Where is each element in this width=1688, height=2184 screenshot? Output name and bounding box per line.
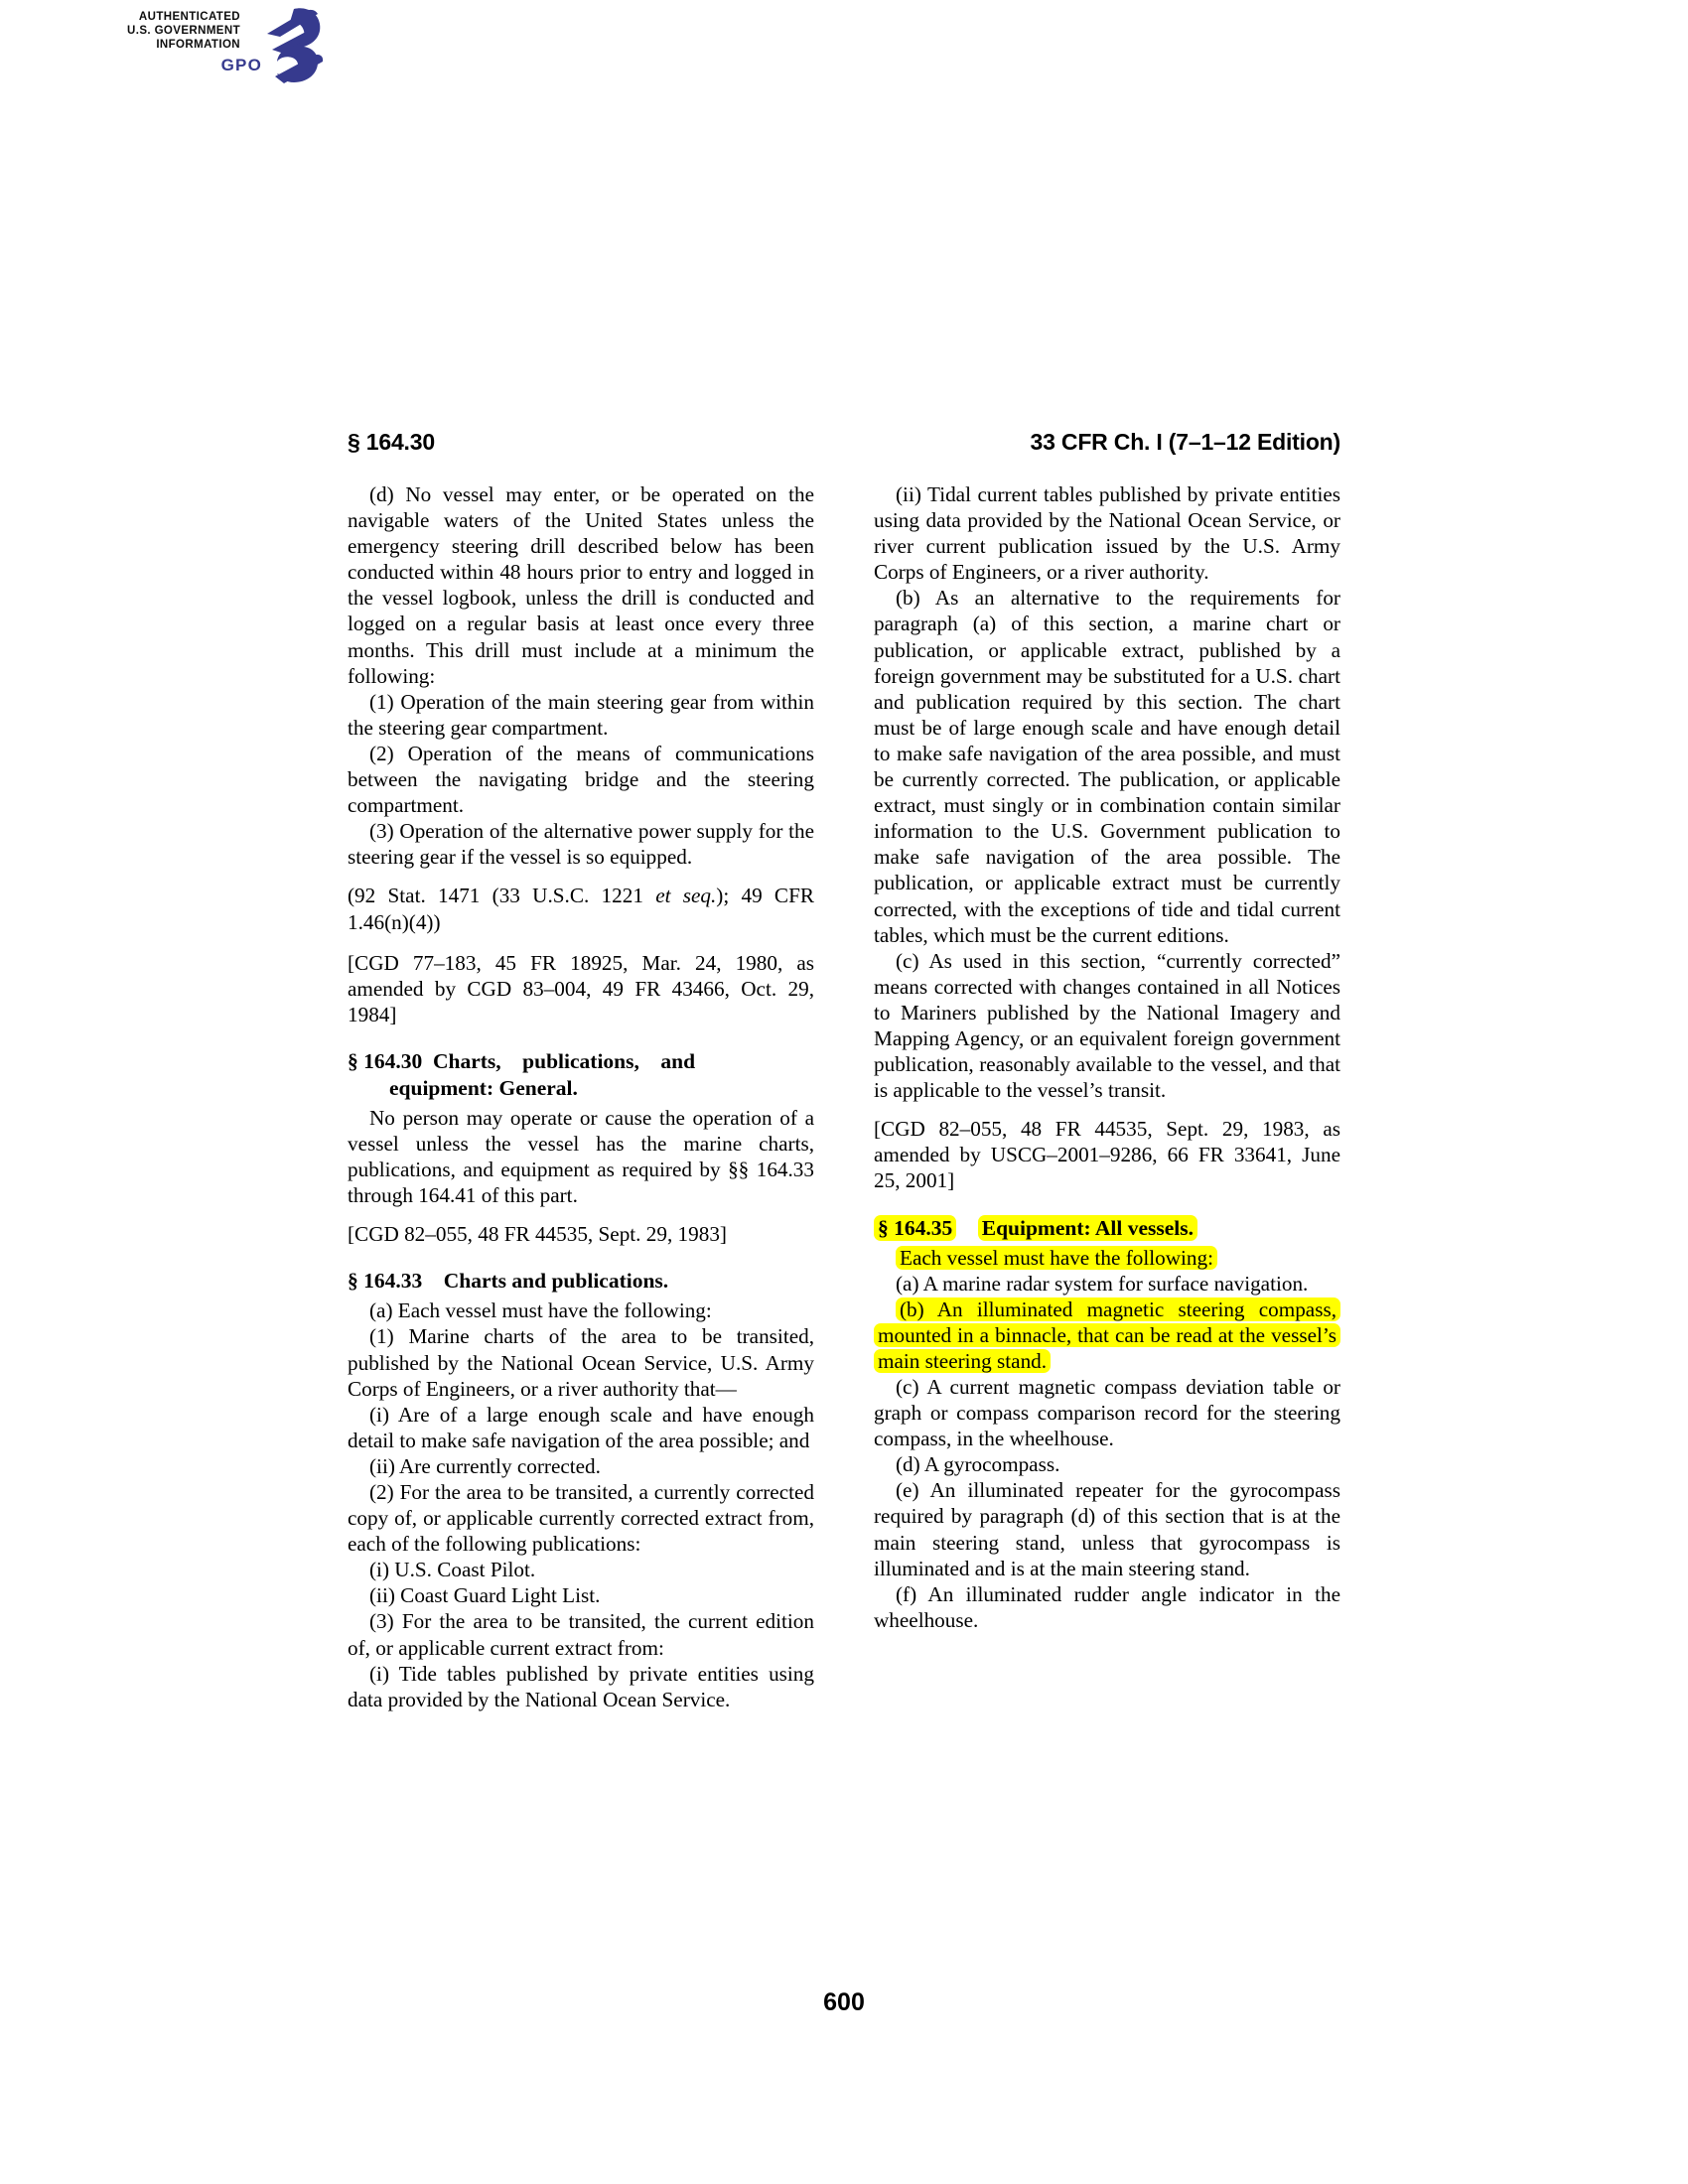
header-publication-title: 33 CFR Ch. I (7–1–12 Edition) <box>1030 429 1340 455</box>
paragraph-a-1-i: (i) Are of a large enough scale and have enough detail to make safe navigation of the area possible; and <box>348 1402 814 1452</box>
section-number-164-35: § 164.35 <box>874 1215 956 1241</box>
statutory-authority-citation <box>348 870 814 936</box>
citation-part-b: ); 49 CFR 1.46(n)(4)) <box>348 884 814 934</box>
gpo-authentication-logo <box>83 4 322 85</box>
citation-part-a: (92 Stat. 1471 (33 U.S.C. 1221 <box>348 884 656 908</box>
paragraph-164-30-body: No person may operate or cause the operation of a vessel unless the vessel has the marine charts, publications, and equipment as required by §§ 164.33 through 164.41 of this part. <box>348 1105 814 1208</box>
paragraph-a-1: (1) Marine charts of the area to be transited, published by the National Ocean Service, U.S. Army Corps of Engineers, or a river authority that— <box>348 1324 814 1401</box>
paragraph-e-c: (c) A current magnetic compass deviation table or graph or compass comparison record for the steering compass, in the wheelhouse. <box>874 1375 1340 1451</box>
section-number-164-33: § 164.33 <box>348 1269 423 1294</box>
paragraph-a-1-ii: (ii) Are currently corrected. <box>369 1453 601 1478</box>
highlighted-paragraph-b-text: (b) An illuminated magnetic steering compass, mounted in a binnacle, that can be read at the vessel’s main steering stand. <box>874 1297 1340 1373</box>
paragraph-d-2: (2) Operation of the means of communications between the navigating bridge and the steering compartment. <box>348 741 814 818</box>
paragraph-a-2-i: (i) U.S. Coast Pilot. <box>369 1558 536 1582</box>
section-title-164-30-line1: Charts, publications, and <box>433 1048 696 1073</box>
section-number-164-30: § 164.30 <box>348 1048 423 1073</box>
gpo-logo-text <box>83 10 240 52</box>
paragraph-c: (c) As used in this section, “currently corrected” means corrected with changes contained in all Notices to Mariners published by the National Imagery and Mapping Agency, or an equivalent foreign government publication, reasonably available to the vessel, and that is applicable to the vessel’s transit. <box>874 948 1340 1103</box>
paragraph-e-a: (a) A marine radar system for surface navigation. <box>896 1271 1309 1296</box>
highlighted-intro-text: Each vessel must have the following: <box>896 1246 1217 1270</box>
right-column <box>874 481 1340 1633</box>
eagle-icon <box>234 4 324 85</box>
paragraph-e-b <box>874 1297 1340 1374</box>
citation-et-seq: et seq. <box>655 884 717 908</box>
source-citation-cgd-82-055: [CGD 82–055, 48 FR 44535, Sept. 29, 1983] <box>348 1222 727 1247</box>
gpo-logo-line-1: AUTHENTICATED <box>138 11 240 23</box>
paragraph-d-3: (3) Operation of the alternative power supply for the steering gear if the vessel is so equipped. <box>348 819 814 870</box>
section-title-164-35: Equipment: All vessels. <box>978 1215 1197 1241</box>
gpo-logo-wordmark: GPO <box>220 56 262 74</box>
paragraph-a-3: (3) For the area to be transited, the current edition of, or applicable current extract from: <box>348 1609 814 1660</box>
section-heading-164-30 <box>348 1029 814 1105</box>
source-citation-cgd-82-055-amended: [CGD 82–055, 48 FR 44535, Sept. 29, 1983, as amended by USCG–2001–9286, 66 FR 33641, June 25, 2001] <box>874 1117 1340 1193</box>
paragraph-d: (d) No vessel may enter, or be operated on the navigable waters of the United States unless the emergency steering drill described below has been conducted within 48 hours prior to entry and logged in the vessel logbook, unless the drill is conducted and logged on a regular basis at least once every three months. This drill must include at a minimum the following: <box>348 482 814 688</box>
paragraph-b: (b) As an alternative to the requirements for paragraph (a) of this section, a marine chart or publication, or applicable extract, published by a foreign government may be substituted for a U.S. chart and publication required by this section. The chart must be of large enough scale and have enough detail to make safe navigation of the area possible, and must be currently corrected. The publication, or applicable extract, must singly or in combination contain similar information to the U.S. Government publication to make safe navigation of the area possible. The publication, or applicable extract must be currently corrected, with the exceptions of tide and tidal current tables, which must be the current editions. <box>874 586 1340 947</box>
page-header <box>348 429 1340 459</box>
paragraph-a-3-i: (i) Tide tables published by private entities using data provided by the National Ocean Service. <box>348 1661 814 1711</box>
section-heading-164-35 <box>874 1196 1340 1245</box>
paragraph-d-1: (1) Operation of the main steering gear from within the steering gear compartment. <box>348 689 814 740</box>
left-column <box>348 481 814 1712</box>
paragraph-a: (a) Each vessel must have the following: <box>369 1298 712 1323</box>
page-number: 600 <box>823 1988 865 2016</box>
body-columns <box>348 481 1340 1971</box>
paragraph-a-2-ii: (ii) Coast Guard Light List. <box>369 1583 601 1608</box>
section-title-164-33: Charts and publications. <box>443 1269 669 1294</box>
source-citation-cgd-77-183: [CGD 77–183, 45 FR 18925, Mar. 24, 1980, as amended by CGD 83–004, 49 FR 43466, Oct. 29, 1984] <box>348 950 814 1026</box>
header-section-ref: § 164.30 <box>348 429 435 455</box>
gpo-logo-line-2: U.S. GOVERNMENT <box>127 25 240 37</box>
paragraph-e-f: (f) An illuminated rudder angle indicator in the wheelhouse. <box>874 1581 1340 1632</box>
paragraph-a-3-ii: (ii) Tidal current tables published by private entities using data provided by the National Ocean Service, or river current publication issued by the U.S. Army Corps of Engineers, or a river authority. <box>874 482 1340 585</box>
section-title-164-30-line2: equipment: General. <box>389 1075 578 1100</box>
section-heading-164-33 <box>348 1249 814 1297</box>
paragraph-164-35-intro <box>874 1245 1340 1271</box>
paragraph-e-e: (e) An illuminated repeater for the gyrocompass required by paragraph (d) of this section that is at the main steering stand, unless that gyrocompass is illuminated and is at the main steering stand. <box>874 1478 1340 1580</box>
paragraph-e-d: (d) A gyrocompass. <box>896 1452 1060 1477</box>
paragraph-a-2: (2) For the area to be transited, a currently corrected copy of, or applicable currently corrected extract from, each of the following publications: <box>348 1480 814 1557</box>
gpo-logo-line-3: INFORMATION <box>156 39 240 51</box>
